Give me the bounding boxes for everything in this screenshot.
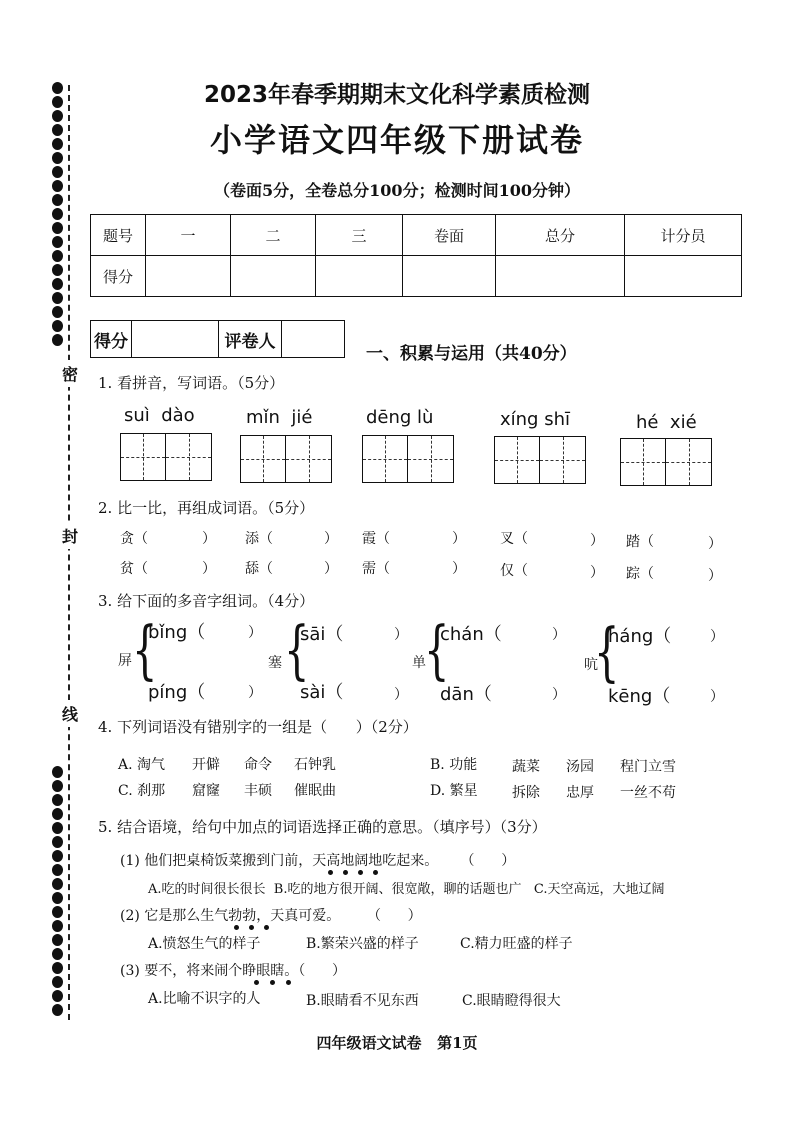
option-d[interactable]: D. 繁星 (430, 783, 478, 799)
option-b-word: 汤园 (566, 759, 594, 775)
score-header-cell: 卷面 (403, 215, 496, 256)
bracket-close: ） (552, 687, 566, 703)
q5-options-1[interactable]: A.吃的时间很长很长 B.吃的地方很开阔、很宽敞，聊的话题也广 C.天空高远，大地辽阔 (148, 882, 665, 897)
binding-char-feng: 封 (62, 522, 78, 549)
emphasis-dot (328, 870, 333, 875)
polyphone-char: 吭 (584, 657, 598, 673)
q5-sentence-2: (2) 它是那么生气勃勃，天真可爱。 （ ） (120, 908, 422, 924)
score-header-cell: 计分员 (625, 215, 742, 256)
compare-char: 叉（ (500, 531, 528, 547)
q5-option-2a[interactable]: A.愤怒生气的样子 (148, 936, 261, 952)
q5-option-3b[interactable]: B.眼睛看不见东西 (306, 993, 419, 1009)
score-input-cell[interactable] (625, 256, 742, 297)
polyphone-bottom: dān（ (440, 684, 492, 705)
writing-grid[interactable] (240, 435, 332, 483)
bracket-close: ） (202, 561, 216, 577)
question-5-prompt: 5. 结合语境，给句中加点的词语选择正确的意思。（填序号）（3分） (98, 818, 547, 836)
emphasis-dot (254, 980, 259, 985)
score-row-label: 得分 (91, 256, 146, 297)
compare-char: 霞（ (362, 531, 390, 547)
bracket-close: ） (710, 629, 724, 645)
question-4-prompt: 4. 下列词语没有错别字的一组是（ ）（2分） (98, 718, 418, 736)
compare-char: 添（ (245, 531, 273, 547)
option-d-word: 拆除 (512, 785, 540, 801)
score-input-cell[interactable] (231, 256, 316, 297)
writing-grid[interactable] (620, 438, 712, 486)
question-3-prompt: 3. 给下面的多音字组词。（4分） (98, 592, 315, 610)
binding-char-xian: 线 (62, 700, 78, 727)
option-a-word: 开僻 (192, 757, 220, 773)
polyphone-top: háng（ (608, 626, 672, 647)
page-footer: 四年级语文试卷 第1页 (316, 1034, 478, 1052)
bracket-close: ） (324, 531, 338, 547)
q5-option-2c[interactable]: C.精力旺盛的样子 (460, 936, 573, 952)
option-b-word: 蔬菜 (512, 759, 540, 775)
bracket-close: ） (452, 561, 466, 577)
bracket-close: ） (452, 531, 466, 547)
brace-icon: { (594, 616, 620, 690)
question-2-prompt: 2. 比一比，再组成词语。（5分） (98, 499, 315, 517)
bracket-close: ） (552, 627, 566, 643)
score-input-cell[interactable] (496, 256, 625, 297)
q5-sentence-3: (3) 要不，将来闹个睁眼瞎。（ ） (120, 963, 346, 979)
q5-option-3c[interactable]: C.眼睛瞪得很大 (462, 993, 561, 1009)
grader-name-field[interactable] (282, 321, 344, 357)
emphasis-dot (249, 925, 254, 930)
polyphone-bottom: píng（ (148, 682, 206, 703)
grader-score-label: 得分 (91, 321, 132, 357)
writing-grid[interactable] (120, 433, 212, 481)
bracket-close: ） (708, 568, 722, 584)
section-title: 一、积累与运用（共40分） (366, 344, 577, 364)
q5-sentence-1: (1) 他们把桌椅饭菜搬到门前，天高地阔地吃起来。 （ ） (120, 853, 516, 869)
option-a-word: 命令 (244, 757, 272, 773)
bracket-close: ） (394, 687, 408, 703)
grader-score-field[interactable] (132, 321, 219, 357)
compare-char: 踏（ (626, 534, 654, 550)
bracket-close: ） (202, 531, 216, 547)
score-header-cell: 题号 (91, 215, 146, 256)
bracket-close: ） (394, 627, 408, 643)
bracket-close: ） (324, 561, 338, 577)
polyphone-top: chán（ (440, 624, 502, 645)
score-header-cell: 三 (316, 215, 403, 256)
polyphone-top: sāi（ (300, 624, 344, 645)
emphasis-dot (270, 980, 275, 985)
option-c-word: 窟窿 (192, 783, 220, 799)
brace-icon: { (424, 614, 450, 688)
emphasis-dot (358, 870, 363, 875)
option-c[interactable]: C. 刹那 (118, 783, 166, 799)
pinyin-4: xíng shī (500, 409, 570, 430)
pinyin-5: hé xié (636, 412, 697, 433)
brace-icon: { (132, 614, 158, 688)
polyphone-char: 塞 (268, 655, 282, 671)
exam-title: 2023年春季期期末文化科学素质检测 (203, 82, 590, 108)
binding-char-mi: 密 (62, 360, 78, 387)
polyphone-top: bǐng（ (148, 622, 206, 643)
emphasis-dot (286, 980, 291, 985)
option-d-word: 一丝不苟 (620, 785, 676, 801)
option-b-word: 程门立雪 (620, 759, 676, 775)
pinyin-2: mǐn jié (246, 407, 313, 428)
writing-grid[interactable] (362, 435, 454, 483)
option-a[interactable]: A. 淘气 (118, 757, 166, 773)
score-input-cell[interactable] (146, 256, 231, 297)
exam-subject-title: 小学语文四年级下册试卷 (209, 121, 584, 159)
exam-info: （卷面5分，全卷总分100分；检测时间100分钟） (214, 181, 580, 200)
option-a-word: 石钟乳 (294, 757, 336, 773)
bracket-close: ） (590, 533, 604, 549)
score-header-cell: 一 (146, 215, 231, 256)
emphasis-dot (343, 870, 348, 875)
writing-grid[interactable] (494, 436, 586, 484)
score-input-cell[interactable] (316, 256, 403, 297)
polyphone-char: 单 (412, 655, 426, 671)
score-input-cell[interactable] (403, 256, 496, 297)
emphasis-dot (234, 925, 239, 930)
compare-char: 仅（ (500, 563, 528, 579)
emphasis-dot (373, 870, 378, 875)
compare-char: 贫（ (120, 561, 148, 577)
brace-icon: { (284, 614, 310, 688)
grader-name-label: 评卷人 (219, 321, 282, 357)
compare-char: 需（ (362, 561, 390, 577)
grader-box (90, 320, 345, 358)
polyphone-bottom: kēng（ (608, 686, 671, 707)
option-d-word: 忠厚 (566, 785, 594, 801)
bracket-close: ） (248, 625, 262, 641)
option-b[interactable]: B. 功能 (430, 757, 478, 773)
pinyin-1: suì dào (124, 405, 195, 426)
option-c-word: 催眠曲 (294, 783, 336, 799)
q5-option-3a[interactable]: A.比喻不识字的人 (148, 991, 261, 1007)
bracket-close: ） (248, 685, 262, 701)
bracket-close: ） (710, 689, 724, 705)
compare-char: 踪（ (626, 566, 654, 582)
emphasis-dot (264, 925, 269, 930)
polyphone-char: 屏 (118, 653, 132, 669)
score-header-cell: 总分 (496, 215, 625, 256)
q5-option-2b[interactable]: B.繁荣兴盛的样子 (306, 936, 419, 952)
option-c-word: 丰硕 (244, 783, 272, 799)
compare-char: 贪（ (120, 531, 148, 547)
score-header-cell: 二 (231, 215, 316, 256)
polyphone-bottom: sài（ (300, 682, 344, 703)
bracket-close: ） (708, 536, 722, 552)
question-1-prompt: 1. 看拼音，写词语。（5分） (98, 374, 285, 392)
score-table (90, 214, 742, 297)
pinyin-3: dēng lù (366, 407, 434, 428)
bracket-close: ） (590, 565, 604, 581)
compare-char: 舔（ (245, 561, 273, 577)
